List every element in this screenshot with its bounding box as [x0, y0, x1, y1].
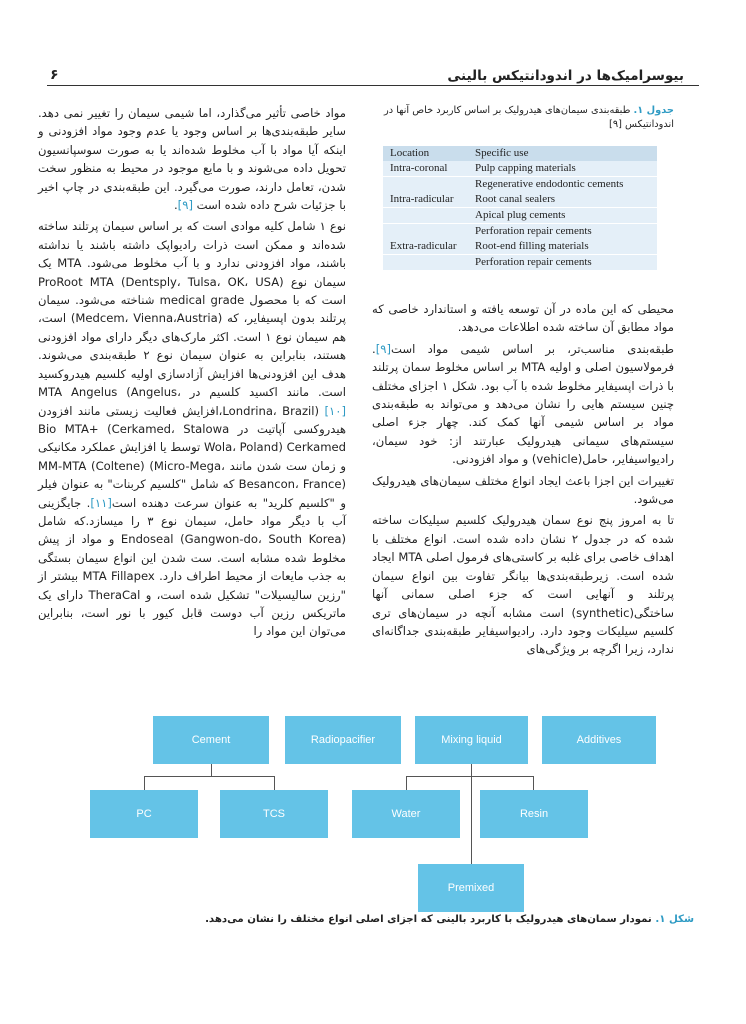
text-run: مواد خاصی تأثیر می‌گذارد، اما شیمی سیمان را تغییر نمی دهد. سایر طبقه‌بندی‌ها بر اساس وجود یا عدم وجود مواد افزودنی و اینکه آیا مواد با آب مخلوط شده‌اند یا به صورت سوسپانسیون تحویل داده می‌شوند و با مایع موجود در محیط به منظور سخت شدن، تعامل دارند، صورت می‌گیرد. این طبقه‌بندی در چاپ اخیر با جزئیات شرح داده شده است — [38, 106, 346, 213]
table-cell: Perforation repair cements — [468, 255, 657, 271]
table-caption-text: طبقه‌بندی سیمان‌های هیدرولیک بر اساس کاربرد خاص آنها در اندودانتیکس [۹] — [383, 105, 674, 130]
connector-line — [471, 776, 472, 864]
diagram-box-resin: Resin — [480, 790, 588, 838]
paragraph: تا به امروز پنج نوع سمان هیدرولیک کلسیم سیلیکات ساخته شده که در جدول ۲ نشان داده شده است. انواع مختلف با اهداف خاصی برای غلبه بر کاستی‌های فرمول اصلی MTA ایجاد شده است. زیرطبقه‌بندی‌ها بیانگر تفاوت بین انواع سیمان پرتلند و آنهایی است که جزء اصلی سمانی آنها ساختگی(synthetic) است مشابه آنچه در سیمان‌های تری کلسیم سیلیکات وجود دارد. رادیواسیفایر طبقه‌بندی جداگانه‌ای ندارد، زیرا اگرچه بر ویژگی‌های — [372, 513, 675, 657]
diagram-box-cement: Cement — [153, 716, 269, 764]
table-cell: Regenerative endodontic cements — [468, 177, 657, 193]
citation-link[interactable]: [۹] — [177, 198, 193, 213]
table-cell — [383, 177, 468, 193]
text-run: . جایگزینی آب با دیگر مواد حامل، سیمان نوع ۳ را میسازد.که شامل Endoseal (Gangwon-do، South Korea) و مواد از پیش مخلوط شده مشابه است. ست شدن این انواع سیمان بستگی به جذب مایعات از محیط اطراف دارد. MTA Fillapex بیشتر از "رزین سالیسیلات" تشکیل شده است، و TheraCal دارای یک ماتریکس رزین آب دوست قابل کیور با نور است، بنابراین می‌توان این مواد را — [38, 495, 347, 639]
table-cell: Intra-coronal — [383, 161, 468, 177]
running-header: بیوسرامیک‌ها در اندودانتیکس بالینی — [447, 68, 684, 84]
table-caption — [372, 104, 674, 132]
table-cell: Pulp capping materials — [468, 161, 657, 177]
diagram-box-mixing-liquid: Mixing liquid — [415, 716, 528, 764]
table-row — [383, 208, 657, 224]
paragraph: تغییرات این اجزا باعث ایجاد انواع مختلف سیمان‌های هیدرولیک می‌شود. — [372, 473, 674, 507]
table-cell: Intra-radicular — [383, 192, 468, 208]
paragraph: محیطی که این ماده در آن توسعه یافته و استاندارد خاصی که مواد مطابق آن ساخته شده اطلاعات می‌دهد. — [372, 302, 674, 335]
connector-line — [533, 776, 534, 790]
classification-table — [383, 146, 657, 270]
citation-link[interactable]: [۹] — [375, 341, 391, 356]
table-cell: Perforation repair cements — [468, 224, 657, 240]
table-cell: Root canal sealers — [468, 192, 657, 208]
page-number: ۶ — [50, 67, 59, 83]
connector-line — [471, 764, 472, 776]
header-divider — [47, 85, 699, 86]
text-run: . فرمولاسیون اصلی و اولیه MTA بر اساس مخلوط سمان پرتلند با ذرات اپسیفایر مخلوط شده با آب بود. شکل ۱ اجزای مختلف چنین سیستم هایی را نشان می‌دهد و می‌تواند به طبقه‌بندی مواد بر اساس شیمی آنها کمک کند. چهار جزء اصلی سیستم‌های سیمانی هیدرولیک عبارتند از: خود سیمان، رادیواسیفایر، حامل(vehicle) و مواد افزودنی. — [372, 341, 675, 467]
connector-line — [144, 776, 145, 790]
citation-link[interactable]: [۱۱] — [90, 495, 112, 510]
text-run: طبقه‌بندی مناسب‌تر، بر اساس شیمی مواد است — [390, 341, 674, 356]
text-run: . — [173, 198, 178, 213]
connector-line — [211, 764, 212, 776]
table-header-specific-use: Specific use — [468, 146, 657, 161]
connector-line — [406, 776, 407, 790]
figure-caption-text: نمودار سمان‌های هیدرولیک با کاربرد بالینی که اجزای اصلی انواع مختلف را نشان می‌دهد. — [205, 914, 656, 925]
table-cell: Apical plug cements — [468, 208, 657, 224]
table-cell — [383, 255, 468, 271]
right-text-column — [372, 300, 674, 662]
text-run: نوع ۱ شامل کلیه موادی است که بر اساس سیمان پرتلند ساخته شده‌اند و ممکن است ذرات رادیواپک داشته باشند یا نداشته باشند، مواد افزودنی ندارد و با آب مخلوط می‌شود. MTA یک سیمان نوع ProRoot MTA (Dentsply، Tulsa، OK، USA) است که با محصول medical grade شناخته می‌شود. سیمان پرتلند بدون اپسیفایر، که (Medcem، Vienna،Austria) است، هم سیمان نوع ۱ است. اکثر مارک‌های دیگر دارای مواد افزودنی هستند، بنابراین به عنوان سیمان نوع ۲ طبقه‌بندی می‌شوند. هدف این افزودنی‌ها افزایش آزادسازی اولیه کلسیم هیدروکسید است. مانند اکسید کلسیم در MTA Angelus (Angelus، Londrina، Brazil) — [38, 219, 347, 418]
connector-line — [144, 776, 275, 777]
table-cell — [383, 208, 468, 224]
paragraph — [38, 104, 346, 214]
paragraph — [38, 217, 346, 640]
table-body — [383, 146, 657, 270]
connector-line — [406, 776, 534, 777]
diagram-box-water: Water — [352, 790, 460, 838]
table-caption-label: جدول ۱. — [633, 105, 674, 116]
table-header-row — [383, 146, 657, 161]
table-cell — [383, 224, 468, 240]
diagram-box-premixed: Premixed — [418, 864, 524, 912]
paragraph — [372, 340, 674, 469]
table-header-location: Location — [383, 146, 468, 161]
text-run: ،افزایش فعالیت زیستی مانند افزودن هیدروکسی آپاتیت در Bio MTA+ (Cerkamed، Stalowa Wola، Poland) Cerkamed توسط یا افزایش عملکرد مکانیکی و زمان ست شدن مانند MM-MTA (Coltene) (Micro-Mega، Besancon، France) که شامل "کلسیم کربنات" به عنوان فیلر و "کلسیم کلرید" به عنوان سرعت دهنده است — [38, 403, 346, 510]
diagram-box-pc: PC — [90, 790, 198, 838]
diagram-box-additives: Additives — [542, 716, 656, 764]
table-row — [383, 255, 657, 271]
figure-caption — [44, 914, 694, 925]
diagram-box-radiopacifier: Radiopacifier — [285, 716, 401, 764]
table-row — [383, 239, 657, 255]
table-row — [383, 192, 657, 208]
classification-table-container — [383, 146, 657, 270]
diagram-box-tcs: TCS — [220, 790, 328, 838]
connector-line — [274, 776, 275, 790]
figure-caption-label: شکل ۱. — [655, 914, 694, 925]
table-row — [383, 224, 657, 240]
table-cell: Extra-radicular — [383, 239, 468, 255]
table-cell: Root-end filling materials — [468, 239, 657, 255]
left-text-column — [38, 104, 346, 644]
table-row — [383, 161, 657, 177]
table-row — [383, 177, 657, 193]
citation-link[interactable]: [۱۰] — [324, 403, 346, 418]
